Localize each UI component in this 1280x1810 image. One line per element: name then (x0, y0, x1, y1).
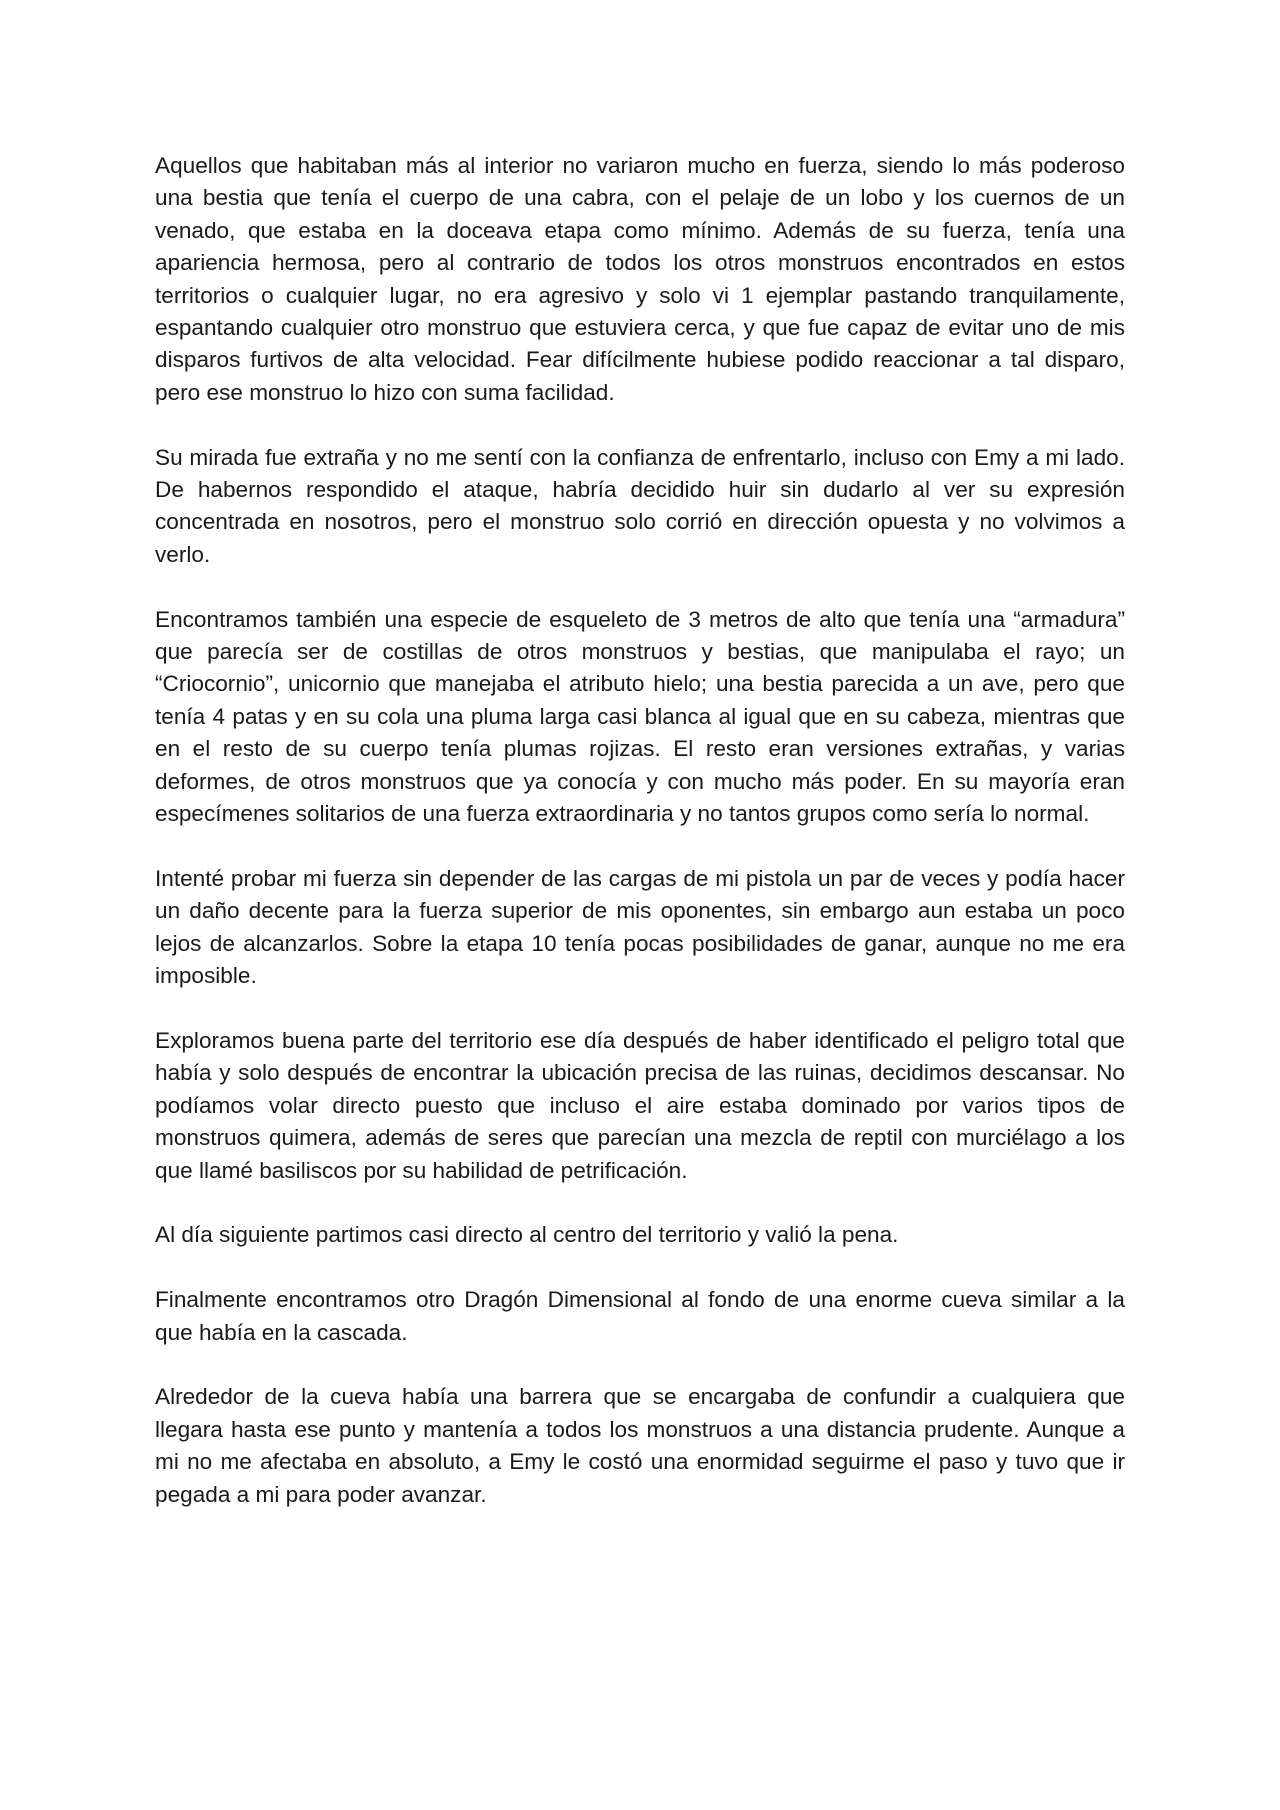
paragraph: Finalmente encontramos otro Dragón Dimensional al fondo de una enorme cueva similar a la que había en la cascada. (155, 1287, 1125, 1345)
paragraph: Alrededor de la cueva había una barrera que se encargaba de confundir a cualquiera que llegara hasta ese punto y mantenía a todos los monstruos a una distancia prudente. Aunque a mi no me afectaba en absoluto, a Emy le costó una enormidad seguirme el paso y tuvo que ir pegada a mi para poder avanzar. (155, 1384, 1125, 1507)
paragraph: Encontramos también una especie de esqueleto de 3 metros de alto que tenía una “armadura” que parecía ser de costillas de otros monstruos y bestias, que manipulaba el rayo; un “Criocornio”, unicornio que manejaba el atributo hielo; una bestia parecida a un ave, pero que tenía 4 patas y en su cola una pluma larga casi blanca al igual que en su cabeza, mientras que en el resto de su cuerpo tenía plumas rojizas. El resto eran versiones extrañas, y varias deformes, de otros monstruos que ya conocía y con mucho más poder. En su mayoría eran especímenes solitarios de una fuerza extraordinaria y no tantos grupos como sería lo normal. (155, 606, 1125, 827)
paragraph: Intenté probar mi fuerza sin depender de las cargas de mi pistola un par de veces y podía hacer un daño decente para la fuerza superior de mis oponentes, sin embargo aun estaba un poco lejos de alcanzarlos. Sobre la etapa 10 tenía pocas posibilidades de ganar, aunque no me era imposible. (155, 865, 1125, 989)
paragraph: Aquellos que habitaban más al interior no variaron mucho en fuerza, siendo lo más poderoso una bestia que tenía el cuerpo de una cabra, con el pelaje de un lobo y los cuernos de un venado, que estaba en la doceava etapa como mínimo. Además de su fuerza, tenía una apariencia hermosa, pero al contrario de todos los otros monstruos encontrados en estos territorios o cualquier lugar, no era agresivo y solo vi 1 ejemplar pastando tranquilamente, espantando cualquier otro monstruo que estuviera cerca, y que fue capaz de evitar uno de mis disparos furtivos de alta velocidad. Fear difícilmente hubiese podido reaccionar a tal disparo, pero ese monstruo lo hizo con suma facilidad. (155, 153, 1125, 405)
paragraph: Su mirada fue extraña y no me sentí con la confianza de enfrentarlo, incluso con Emy a mi lado. De habernos respondido el ataque, habría decidido huir sin dudarlo al ver su expresión concentrada en nosotros, pero el monstruo solo corrió en dirección opuesta y no volvimos a verlo. (155, 444, 1125, 567)
paragraph: Exploramos buena parte del territorio ese día después de haber identificado el peligro total que había y solo después de encontrar la ubicación precisa de las ruinas, decidimos descansar. No podíamos volar directo puesto que incluso el aire estaba dominado por varios tipos de monstruos quimera, además de seres que parecían una mezcla de reptil con murciélago a los que llamé basiliscos por su habilidad de petrificación. (155, 1027, 1125, 1183)
document-body (155, 150, 1125, 1511)
paragraph: Al día siguiente partimos casi directo al centro del territorio y valió la pena. (155, 1222, 899, 1248)
